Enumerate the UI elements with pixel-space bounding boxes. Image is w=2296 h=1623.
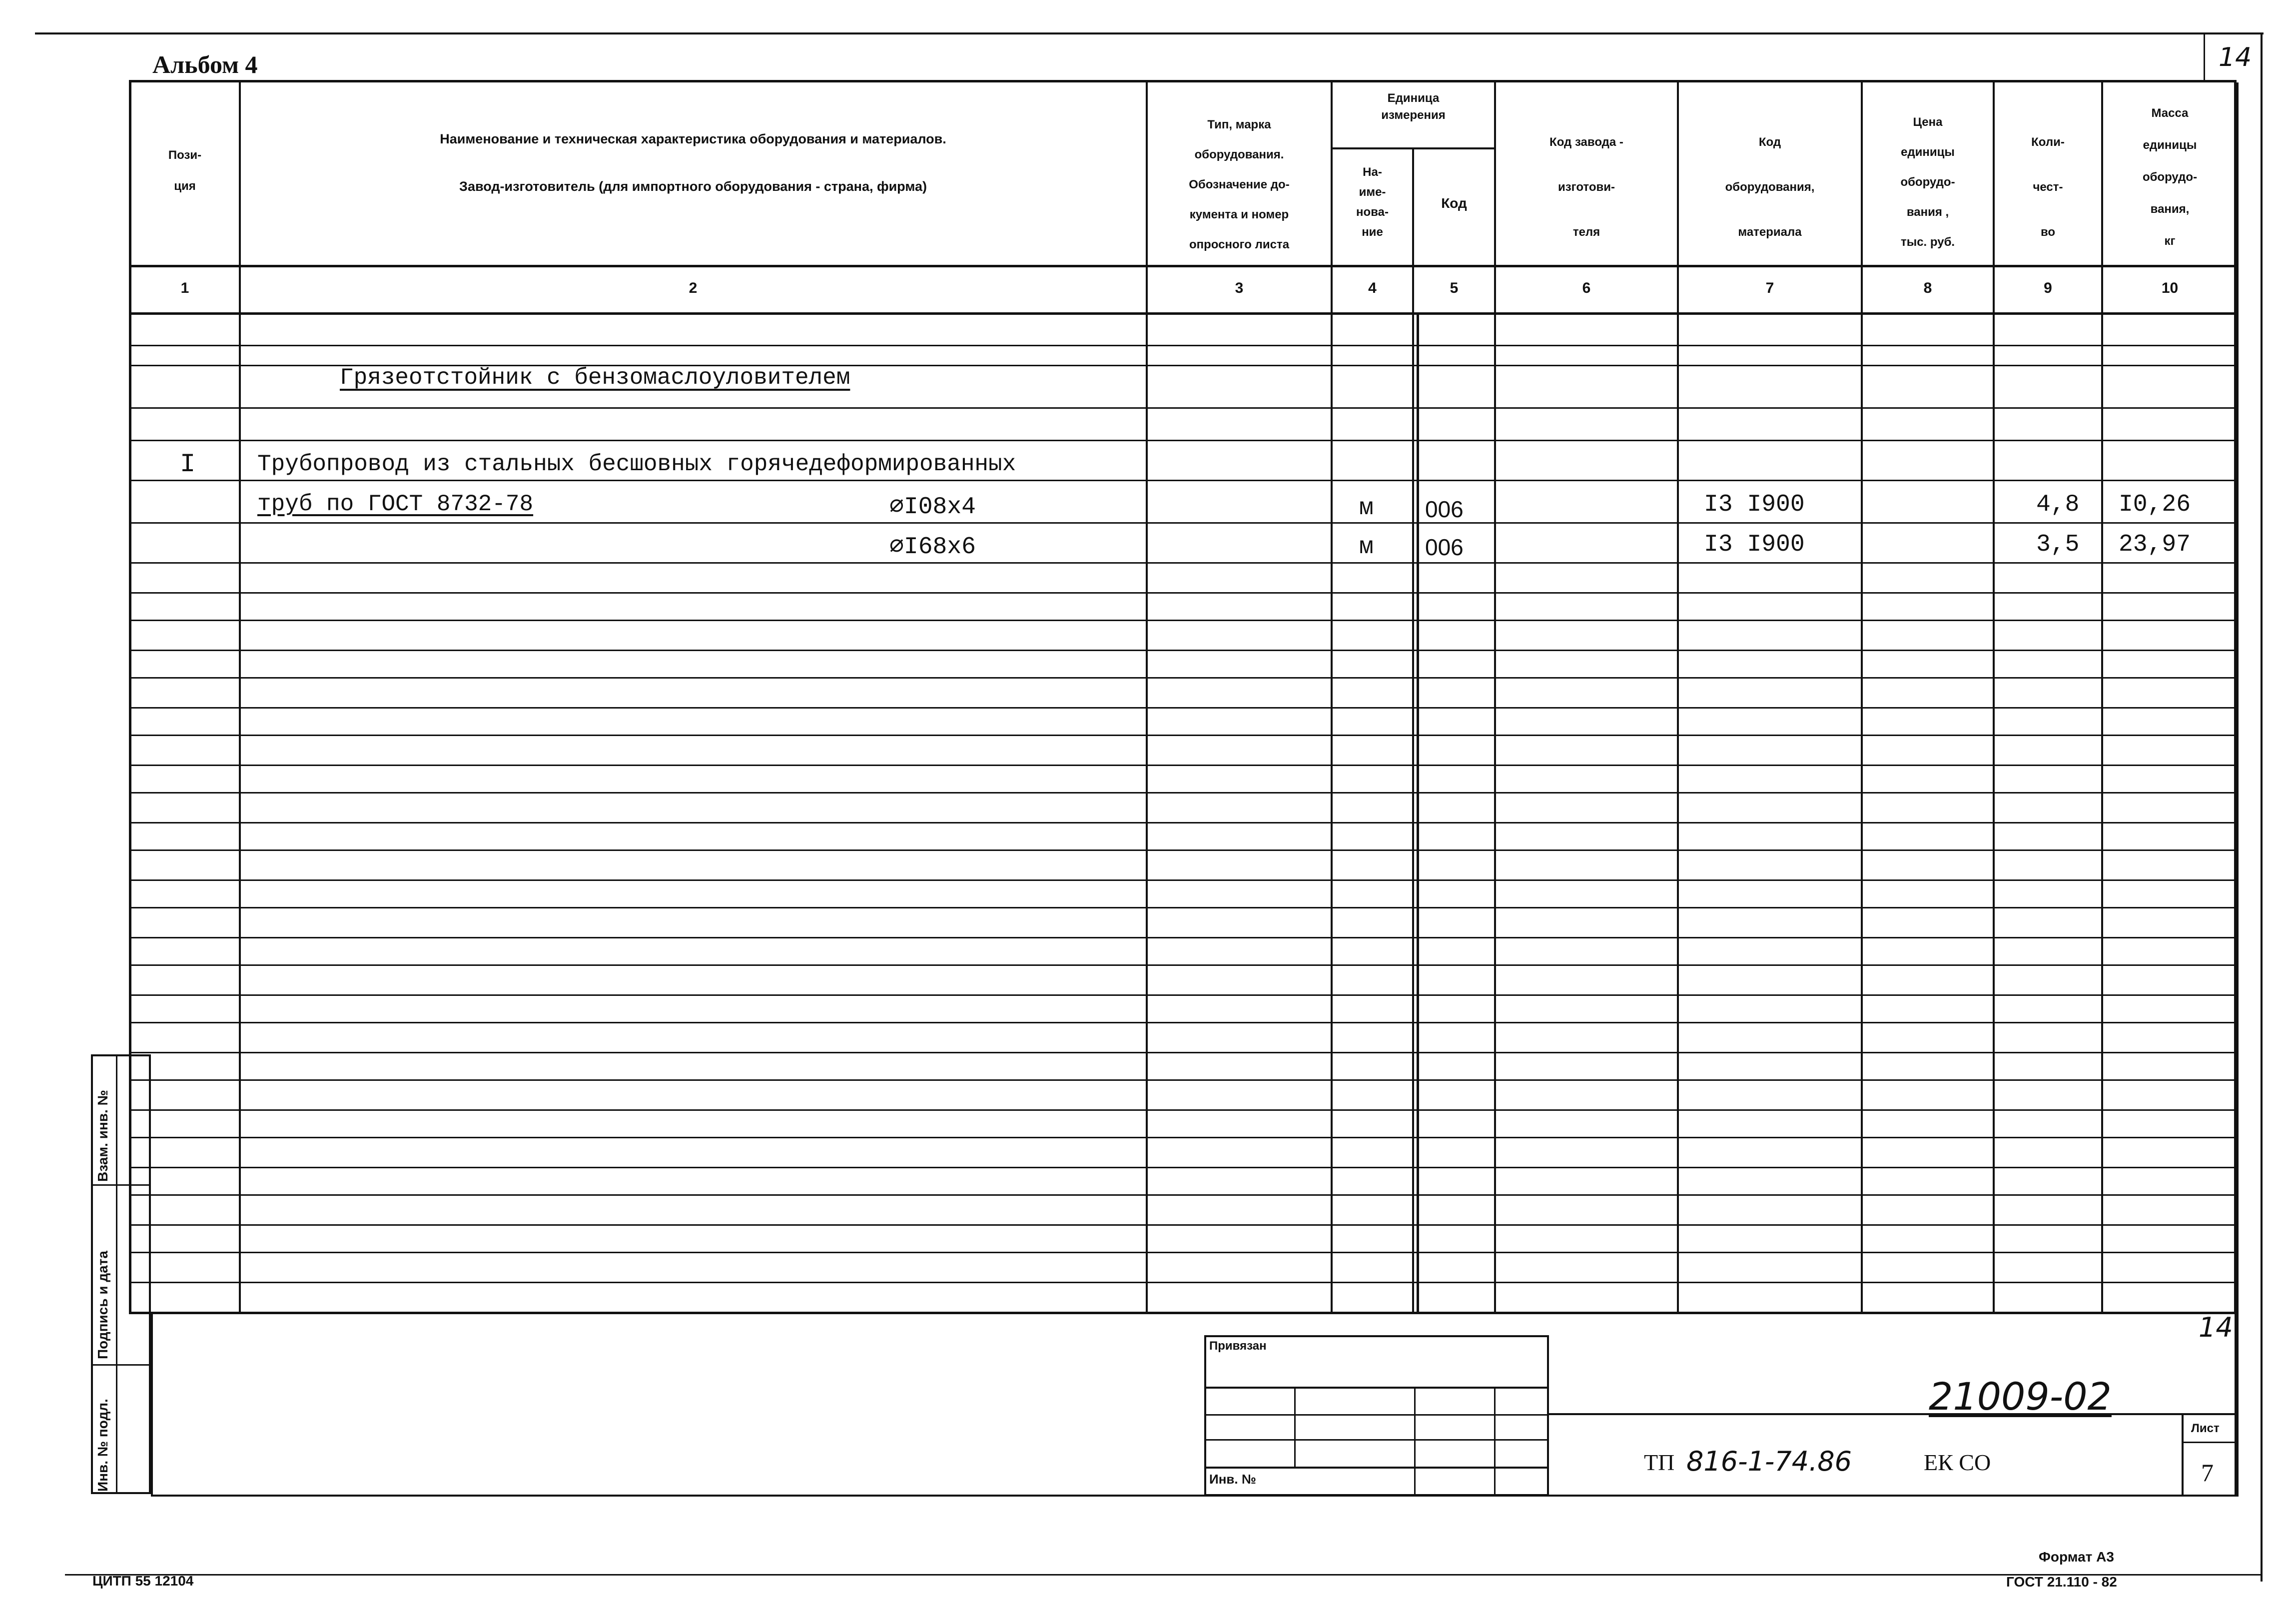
title-block-line — [1549, 1413, 2237, 1415]
page-bottom-line — [65, 1574, 2262, 1576]
row-line — [131, 937, 2237, 938]
sheet-box-left — [2182, 1413, 2184, 1496]
row-line — [131, 407, 2237, 409]
sheet-corner-number: 14 — [2219, 42, 2252, 72]
header-bottom-line — [129, 265, 2237, 267]
row-line — [131, 1022, 2237, 1023]
row2-material-code: I3 I900 — [1704, 531, 1805, 558]
header-type: Тип, марка оборудования. Обозначение до- кумента и номер опросного листа — [1189, 118, 1290, 251]
row1-mass: I0,26 — [2119, 491, 2191, 518]
row-line — [131, 650, 2237, 651]
album-label: Альбом 4 — [152, 50, 258, 78]
row-line — [131, 849, 2237, 851]
inv-no-label: Инв. № — [1209, 1472, 1256, 1487]
header-factory-code: Код завода - изготови- теля — [1549, 135, 1623, 239]
row-line — [131, 1252, 2237, 1253]
doc-number: 816-1-74.86 — [1686, 1446, 1852, 1477]
row1-quantity: 4,8 — [2036, 491, 2080, 518]
col-line-5a — [1417, 312, 1419, 1314]
sheet-box-mid — [2182, 1442, 2237, 1443]
row1-unit: м — [1359, 495, 1374, 522]
privyazan-vline3 — [1494, 1387, 1496, 1496]
colnum-9: 9 — [2044, 280, 2052, 296]
unit-header-line — [1331, 147, 1496, 149]
privyazan-line4 — [1204, 1467, 1549, 1469]
frame-right-line — [2237, 82, 2239, 1497]
side-label-inventory: Инв. № подл. — [95, 1399, 110, 1492]
footer-left-code: ЦИТП 55 12104 — [92, 1573, 194, 1589]
privyazan-vline2 — [1414, 1387, 1416, 1496]
row-line — [131, 440, 2237, 441]
row-line — [131, 1109, 2237, 1111]
row-line — [131, 345, 2237, 346]
row-line — [131, 562, 2237, 564]
colnum-4: 4 — [1368, 280, 1377, 296]
sheet-label: Лист — [2191, 1422, 2220, 1435]
row-line — [131, 1167, 2237, 1168]
header-price: Цена единицы оборудо- вания , тыс. руб. — [1900, 115, 1955, 249]
row2-size: ⌀I68x6 — [889, 534, 976, 561]
side-stamp-sep2 — [91, 1364, 151, 1366]
footer-format: Формат А3 — [2039, 1549, 2114, 1565]
row-line — [131, 1282, 2237, 1283]
row-line — [131, 480, 2237, 481]
row1-code: 006 — [1425, 496, 1464, 522]
item-name-line2: труб по ГОСТ 8732-78 — [257, 491, 534, 517]
row1-size: ⌀I08x4 — [889, 494, 976, 521]
row2-quantity: 3,5 — [2036, 531, 2080, 558]
row-line — [131, 592, 2237, 594]
privyazan-line2 — [1204, 1414, 1549, 1416]
footer-gost: ГОСТ 21.110 - 82 — [2006, 1574, 2117, 1590]
item-position: I — [180, 450, 196, 479]
colnum-1: 1 — [180, 280, 189, 296]
colnum-8: 8 — [1923, 280, 1932, 296]
row-line — [131, 1224, 2237, 1226]
doc-suffix: ЕК СО — [1924, 1450, 1991, 1475]
colnum-bottom-line — [129, 312, 2237, 315]
header-unit: Единица измерения — [1381, 91, 1446, 122]
project-code: 21009-02 — [1929, 1374, 2112, 1419]
col-line-4 — [1412, 147, 1414, 1314]
row-line — [131, 1137, 2237, 1138]
privyazan-vline1 — [1294, 1387, 1296, 1467]
row-line — [131, 1052, 2237, 1053]
row-line — [131, 964, 2237, 966]
section-title: Грязеотстойник с бензомаслоуловителем — [340, 365, 850, 391]
row-line — [131, 1194, 2237, 1196]
header-name-line2: Завод-изготовитель (для импортного оборудования - страна, фирма) — [459, 179, 927, 194]
side-label-replace: Взам. инв. № — [95, 1090, 110, 1182]
privyazan-line3 — [1204, 1439, 1549, 1441]
colnum-6: 6 — [1582, 280, 1591, 296]
sheet-number: 7 — [2201, 1459, 2214, 1487]
row-line — [131, 822, 2237, 823]
stamp-corner-number: 14 — [2199, 1312, 2233, 1343]
privyazan-line1 — [1204, 1387, 1549, 1389]
row-line — [131, 765, 2237, 766]
row-line — [131, 522, 2237, 524]
row-line — [131, 1079, 2237, 1081]
row2-mass: 23,97 — [2119, 531, 2191, 558]
row-line — [131, 994, 2237, 996]
header-position: Пози- ция — [168, 148, 202, 193]
header-unit-name: На- име- нова- ние — [1356, 165, 1389, 239]
doc-prefix: ТП — [1644, 1450, 1675, 1475]
row-line — [131, 677, 2237, 679]
page-right-line — [2261, 32, 2263, 1582]
colnum-10: 10 — [2161, 280, 2179, 296]
colnum-7: 7 — [1765, 280, 1774, 296]
row1-material-code: I3 I900 — [1704, 491, 1805, 518]
page-top-line — [35, 32, 2264, 34]
row2-code: 006 — [1425, 534, 1464, 560]
header-unit-code: Код — [1441, 195, 1467, 211]
item-name-line1: Трубопровод из стальных бесшовных горячедеформированных — [257, 451, 1016, 477]
side-stamp-sep1 — [91, 1184, 151, 1186]
row-line — [131, 907, 2237, 908]
row-line — [131, 735, 2237, 736]
corner-divider — [2204, 32, 2205, 82]
row-line — [131, 792, 2237, 794]
row-line — [131, 707, 2237, 709]
side-label-signature: Подпись и дата — [95, 1251, 110, 1359]
privyazan-label: Привязан — [1209, 1339, 1267, 1353]
header-mass: Масса единицы оборудо- вания, кг — [2142, 106, 2198, 248]
colnum-5: 5 — [1450, 280, 1459, 296]
row2-unit: м — [1359, 534, 1374, 561]
colnum-2: 2 — [689, 280, 698, 296]
header-material-code: Код оборудования, материала — [1725, 135, 1815, 239]
header-quantity: Коли- чест- во — [2031, 135, 2065, 239]
side-stamp-divider — [116, 1054, 117, 1494]
row-line — [131, 879, 2237, 881]
row-line — [131, 620, 2237, 621]
colnum-3: 3 — [1235, 280, 1244, 296]
header-name-line1: Наименование и техническая характеристика оборудования и материалов. — [440, 131, 946, 146]
